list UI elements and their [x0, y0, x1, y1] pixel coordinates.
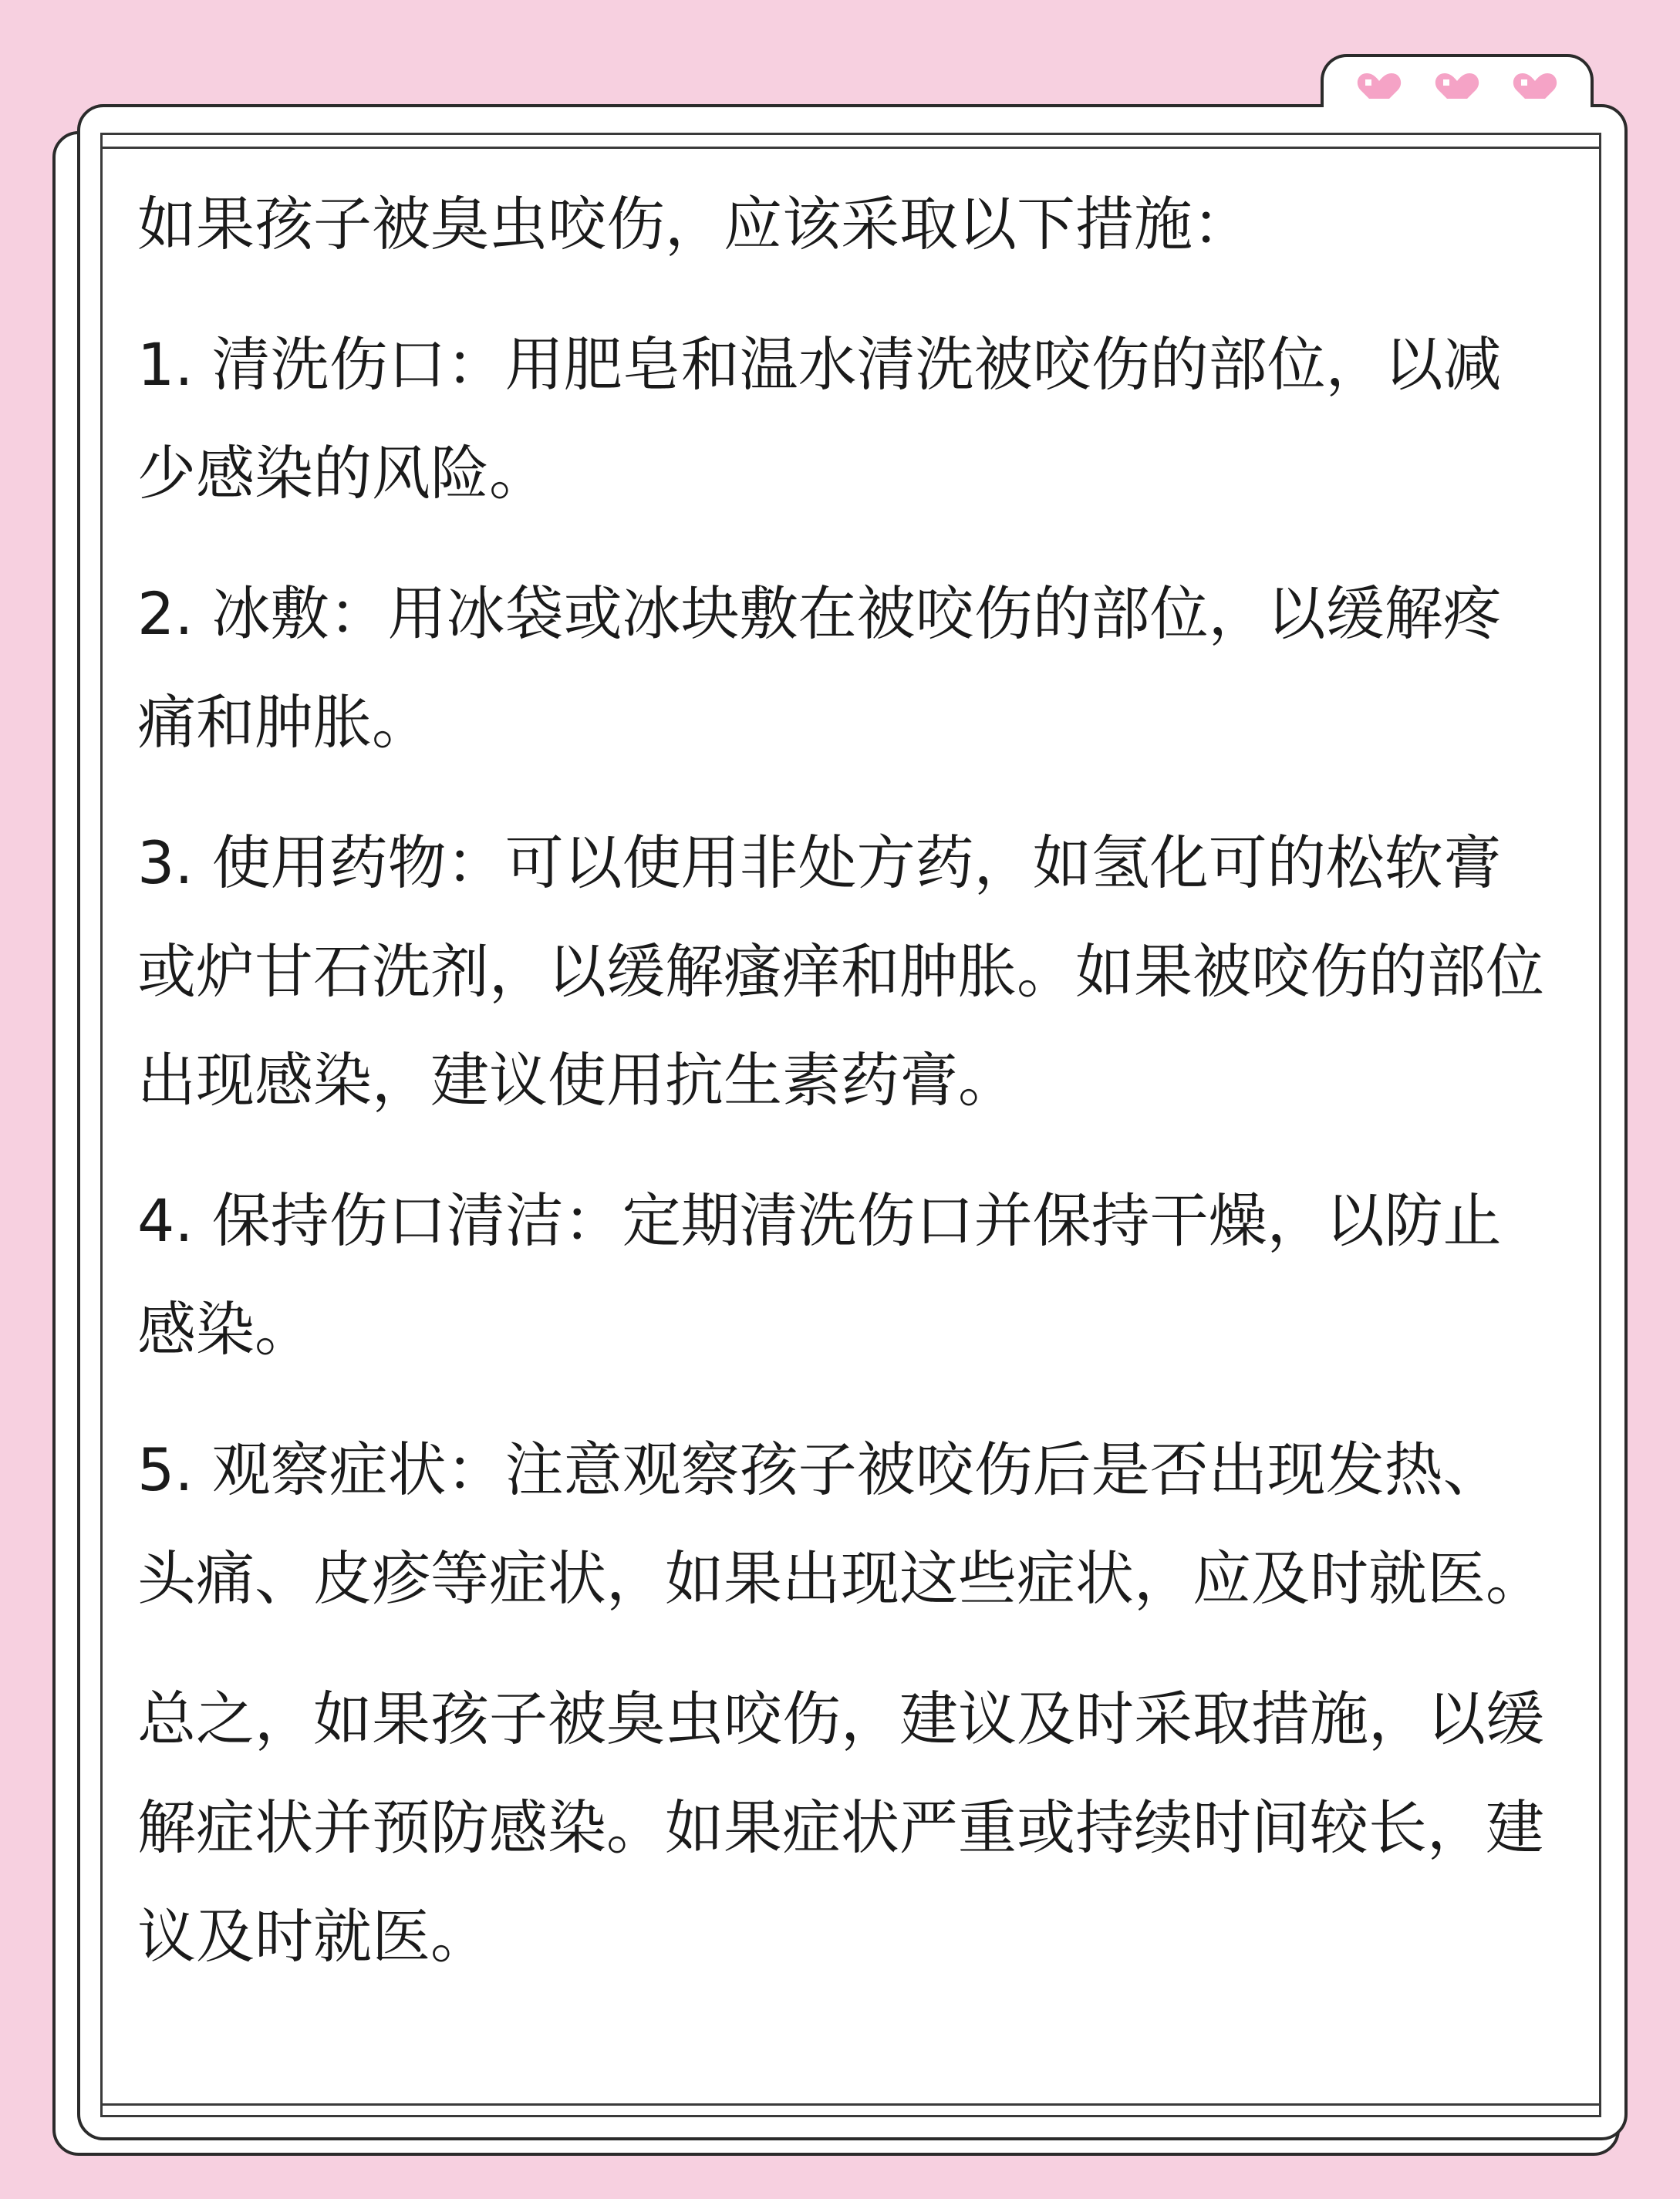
inner-frame-bottom-line	[100, 2103, 1601, 2106]
article-body	[137, 170, 1549, 2022]
inner-frame-top-line	[100, 147, 1601, 149]
list-item: 2. 冰敷：用冰袋或冰块敷在被咬伤的部位，以缓解疼痛和肿胀。	[137, 579, 1502, 757]
tab-join	[1324, 99, 1591, 110]
list-item: 4. 保持伤口清洁：定期清洗伤口并保持干燥，以防止感染。	[137, 1186, 1502, 1364]
article-intro: 如果孩子被臭虫咬伤，应该采取以下措施：	[137, 190, 1251, 258]
list-item: 3. 使用药物：可以使用非处方药，如氢化可的松软膏或炉甘石洗剂，以缓解瘙痒和肿胀。如果被咬伤的部位出现感染，建议使用抗生素药膏。	[137, 828, 1544, 1115]
list-item: 5. 观察症状：注意观察孩子被咬伤后是否出现发热、头痛、皮疹等症状，如果出现这些症状，应及时就医。	[137, 1435, 1544, 1613]
article-conclusion: 总之，如果孩子被臭虫咬伤，建议及时采取措施，以缓解症状并预防感染。如果症状严重或持续时间较长，建议及时就医。	[137, 1685, 1544, 1971]
list-item: 1. 清洗伤口：用肥皂和温水清洗被咬伤的部位，以减少感染的风险。	[137, 330, 1502, 508]
